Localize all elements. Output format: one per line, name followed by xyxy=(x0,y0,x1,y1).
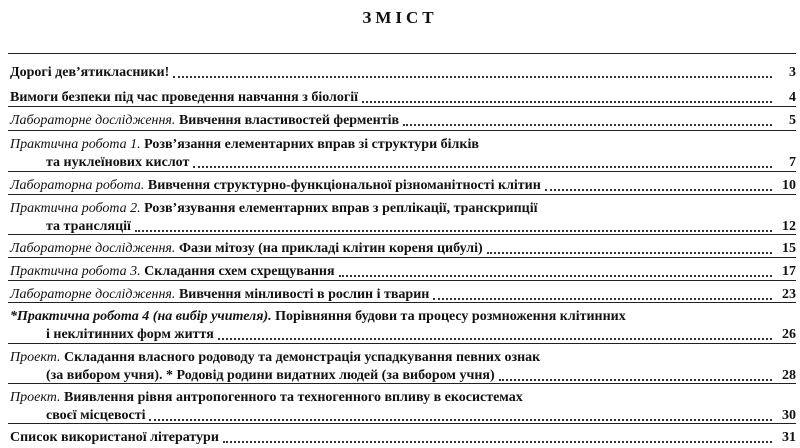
leader-dots xyxy=(193,166,772,168)
entry-title: Складання власного родоводу та демонстрація успадкування певних ознак xyxy=(60,350,541,365)
entry-text xyxy=(10,64,169,82)
entry-text xyxy=(10,112,399,130)
entry-text xyxy=(10,263,335,281)
page-number: 7 xyxy=(789,155,796,170)
leader-dots xyxy=(339,275,772,277)
page-number: 26 xyxy=(782,327,796,342)
entry-continuation: та трансляції xyxy=(46,219,131,234)
entry-text xyxy=(10,177,541,195)
page-number: 31 xyxy=(782,430,796,445)
toc-entry xyxy=(10,177,796,195)
entry-continuation: (за вибором учня). * Родовід родини видатних людей (за вибором учня) xyxy=(46,368,495,383)
leader-dots xyxy=(149,419,772,421)
entry-label: Практична робота 2. xyxy=(10,201,141,216)
leader-dots xyxy=(499,379,772,381)
page-number: 4 xyxy=(789,90,796,105)
entry-title: Вимоги безпеки під час проведення навчання з біології xyxy=(10,90,359,105)
toc-entry xyxy=(10,308,796,344)
page-number: 30 xyxy=(782,408,796,423)
page-number: 10 xyxy=(782,178,796,193)
entry-first-line xyxy=(10,349,796,367)
divider xyxy=(8,106,796,107)
page-number: 12 xyxy=(782,219,796,234)
toc-entry xyxy=(10,136,796,172)
toc-entry xyxy=(10,64,796,82)
toc-entry xyxy=(10,200,796,236)
leader-dots xyxy=(433,298,772,300)
leader-dots xyxy=(487,252,772,254)
entry-text xyxy=(10,429,219,447)
leader-dots xyxy=(173,76,772,78)
toc-entry xyxy=(10,240,796,258)
entry-continuation: своєї місцевості xyxy=(46,408,146,423)
entry-continuation: і неклітинних форм життя xyxy=(46,327,214,342)
entry-label: Проект. xyxy=(10,390,61,405)
entry-label: Проект. xyxy=(10,350,61,365)
entry-title: Вивчення структурно-функціональної різноманітності клітин xyxy=(144,178,541,193)
entry-title: Порівняння будови та процесу розмноження клітинних xyxy=(271,309,626,324)
entry-title: Розв’язання елементарних вправ зі структури білків xyxy=(140,137,479,152)
entry-label: Практична робота 1. xyxy=(10,137,141,152)
toc-entry xyxy=(10,429,796,447)
entry-label: *Практична робота 4 (на вибір учителя). xyxy=(10,309,272,324)
leader-dots xyxy=(545,189,772,191)
entry-title: Вивчення мінливості в рослин і тварин xyxy=(175,287,430,302)
divider xyxy=(8,423,796,424)
entry-first-line xyxy=(10,200,796,218)
entry-title: Складання схем схрещування xyxy=(140,264,335,279)
toc-row xyxy=(10,263,796,281)
page-number: 28 xyxy=(782,368,796,383)
toc-entry xyxy=(10,89,796,107)
entry-first-line xyxy=(10,389,796,407)
divider xyxy=(8,234,796,235)
toc-row xyxy=(10,112,796,130)
divider xyxy=(8,171,796,172)
page-title: ЗМІСТ xyxy=(362,8,438,27)
toc-row xyxy=(10,240,796,258)
entry-title: Вивчення властивостей ферментів xyxy=(175,113,400,128)
toc-row xyxy=(10,64,796,82)
entry-label: Лабораторне дослідження. xyxy=(10,113,176,128)
entry-title: Список використаної літератури xyxy=(10,430,219,445)
page-number: 3 xyxy=(789,65,796,80)
entry-label: Лабораторне дослідження. xyxy=(10,241,176,256)
toc-entry xyxy=(10,389,796,425)
entry-title: Фази мітозу (на прикладі клітин кореня цибулі) xyxy=(175,241,483,256)
page-number: 17 xyxy=(782,264,796,279)
toc-row xyxy=(10,326,796,344)
entry-title: Виявлення рівня антропогенного та техногенного впливу в екосистемах xyxy=(60,390,523,405)
page-number: 5 xyxy=(789,113,796,128)
divider xyxy=(8,383,796,384)
divider xyxy=(8,257,796,258)
divider xyxy=(8,302,796,303)
page-number: 15 xyxy=(782,241,796,256)
leader-dots xyxy=(218,338,772,340)
divider xyxy=(8,130,796,131)
entry-label: Лабораторне дослідження. xyxy=(10,287,176,302)
toc-row xyxy=(10,89,796,107)
divider xyxy=(8,194,796,195)
leader-dots xyxy=(223,441,772,443)
toc-entry xyxy=(10,112,796,130)
toc-row xyxy=(10,154,796,172)
divider xyxy=(8,53,796,54)
toc-entry xyxy=(10,349,796,385)
entry-title: Дорогі дев’ятикласники! xyxy=(10,65,170,80)
entry-first-line xyxy=(10,136,796,154)
toc-row xyxy=(10,177,796,195)
entry-label: Практична робота 3. xyxy=(10,264,141,279)
entry-first-line xyxy=(10,308,796,326)
toc-row xyxy=(10,429,796,447)
entry-title: Розв’язування елементарних вправ з реплікації, транскрипції xyxy=(140,201,538,216)
entry-text xyxy=(10,89,358,107)
toc-entry xyxy=(10,263,796,281)
entry-text xyxy=(10,240,483,258)
leader-dots xyxy=(362,101,772,103)
divider xyxy=(8,343,796,344)
divider xyxy=(8,280,796,281)
leader-dots xyxy=(403,124,772,126)
leader-dots xyxy=(135,230,772,232)
page-number: 23 xyxy=(782,287,796,302)
entry-label: Лабораторна робота. xyxy=(10,178,145,193)
entry-continuation: та нуклеїнових кислот xyxy=(46,155,190,170)
